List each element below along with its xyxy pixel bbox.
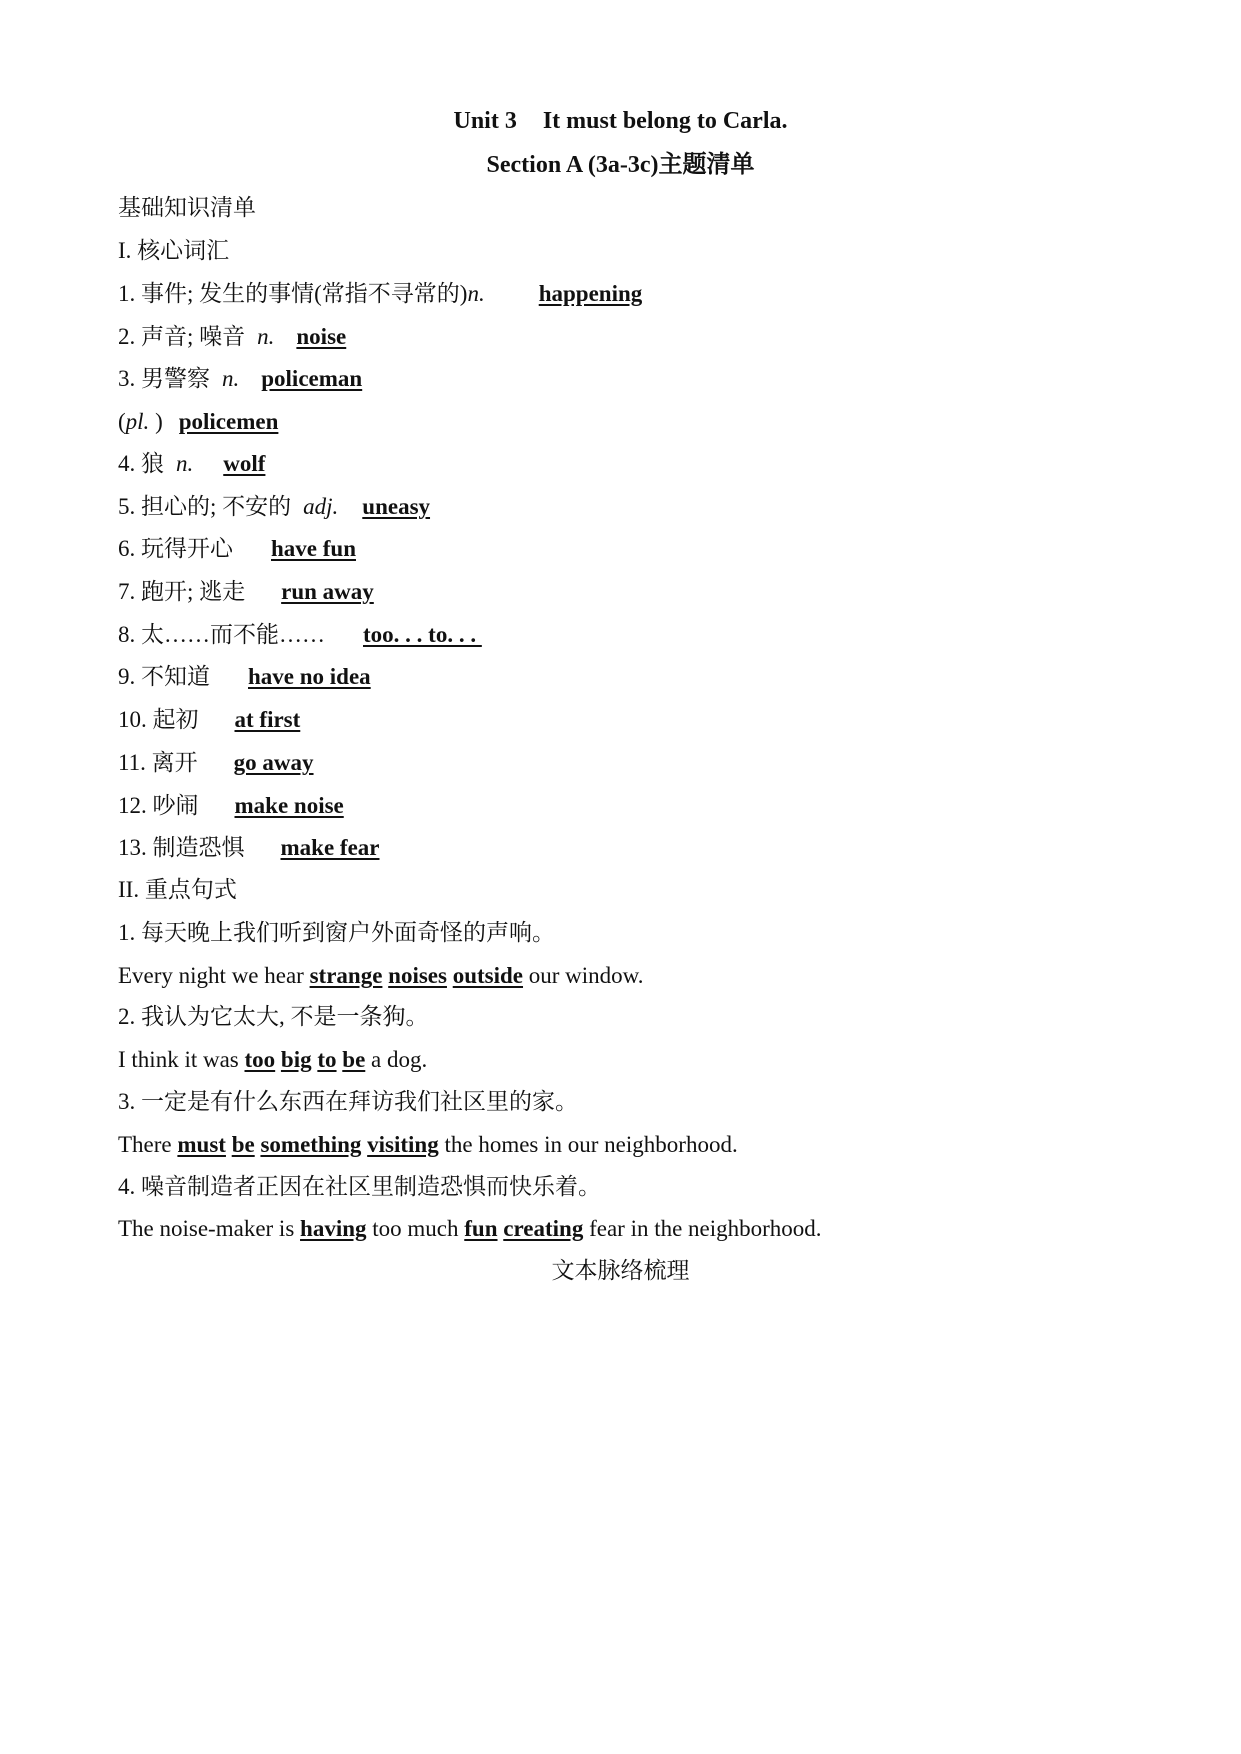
vocab-answer: noise bbox=[296, 324, 347, 349]
sentence-cn: 1. 每天晚上我们听到窗户外面奇怪的声响。 bbox=[118, 920, 555, 945]
sentence-answer: too bbox=[244, 1047, 276, 1072]
sentence-answer: to bbox=[317, 1047, 337, 1072]
unit-title-text: It must belong to Carla. bbox=[542, 108, 788, 134]
vocab-item: 11. 离开 go away bbox=[118, 750, 314, 775]
vocab-item: 8. 太……而不能…… too. . . to. . . bbox=[118, 622, 482, 647]
sentence-answer: fun bbox=[464, 1216, 498, 1241]
sentence-answer: creating bbox=[503, 1216, 584, 1241]
unit-title bbox=[0, 106, 1241, 136]
sentence-heading: II. 重点句式 bbox=[118, 877, 237, 902]
vocab-item: 9. 不知道 have no idea bbox=[118, 664, 371, 689]
vocab-item: 3. 男警察 n. policeman bbox=[118, 366, 363, 391]
vocab-item: 13. 制造恐惧 make fear bbox=[118, 835, 380, 860]
sentence-answer: noises bbox=[388, 963, 447, 988]
vocab-item: (pl. ) policemen bbox=[118, 409, 279, 434]
vocab-item: 6. 玩得开心 have fun bbox=[118, 536, 356, 561]
sentence-cn: 4. 噪音制造者正因在社区里制造恐惧而快乐着。 bbox=[118, 1174, 601, 1199]
sentence-cn: 3. 一定是有什么东西在拜访我们社区里的家。 bbox=[118, 1089, 578, 1114]
sentence-en: There must be something visiting the homes in our neighborhood. bbox=[118, 1132, 738, 1157]
basics-heading: 基础知识清单 bbox=[118, 195, 256, 220]
vocab-answer: make noise bbox=[234, 793, 344, 818]
sentence-answer: having bbox=[300, 1216, 367, 1241]
section-title: Section A (3a-3c)主题清单 bbox=[486, 152, 755, 178]
sentence-answer: outside bbox=[452, 963, 524, 988]
sentence-en: The noise-maker is having too much fun creating fear in the neighborhood. bbox=[118, 1216, 822, 1241]
vocab-item: 4. 狼 n. wolf bbox=[118, 451, 266, 476]
vocab-item: 2. 声音; 噪音 n. noise bbox=[118, 324, 347, 349]
sentence-cn: 2. 我认为它太大, 不是一条狗。 bbox=[118, 1004, 429, 1029]
vocab-answer: at first bbox=[234, 707, 301, 732]
sentence-answer: something bbox=[260, 1132, 362, 1157]
vocab-answer: have no idea bbox=[248, 664, 371, 689]
vocab-answer: too. . . to. . . bbox=[363, 622, 482, 647]
context-heading: 文本脉络梳理 bbox=[551, 1258, 690, 1283]
vocab-item: 7. 跑开; 逃走 run away bbox=[118, 579, 374, 604]
vocab-item: 12. 吵闹 make noise bbox=[118, 793, 344, 818]
vocab-answer: run away bbox=[281, 579, 374, 604]
sentence-en: I think it was too big to be a dog. bbox=[118, 1047, 428, 1072]
unit-label: Unit 3 bbox=[453, 108, 517, 134]
sentence-answer: be bbox=[231, 1132, 255, 1157]
vocab-item: 1. 事件; 发生的事情(常指不寻常的)n. happening bbox=[118, 281, 643, 306]
vocab-answer: happening bbox=[538, 281, 643, 306]
vocab-answer: uneasy bbox=[362, 494, 431, 519]
vocab-answer: have fun bbox=[271, 536, 356, 561]
vocab-answer: make fear bbox=[280, 835, 380, 860]
sentence-answer: visiting bbox=[367, 1132, 439, 1157]
vocab-answer: policemen bbox=[178, 409, 279, 434]
sentence-answer: be bbox=[342, 1047, 366, 1072]
sentence-answer: big bbox=[280, 1047, 312, 1072]
sentence-answer: strange bbox=[309, 963, 383, 988]
vocab-item: 10. 起初 at first bbox=[118, 707, 301, 732]
vocab-item: 5. 担心的; 不安的 adj. uneasy bbox=[118, 494, 431, 519]
vocab-answer: go away bbox=[233, 750, 314, 775]
vocab-answer: policeman bbox=[261, 366, 363, 391]
vocab-heading: I. 核心词汇 bbox=[118, 238, 230, 263]
sentence-answer: must bbox=[177, 1132, 226, 1157]
vocab-answer: wolf bbox=[223, 451, 266, 476]
sentence-en: Every night we hear strange noises outside our window. bbox=[118, 963, 644, 988]
